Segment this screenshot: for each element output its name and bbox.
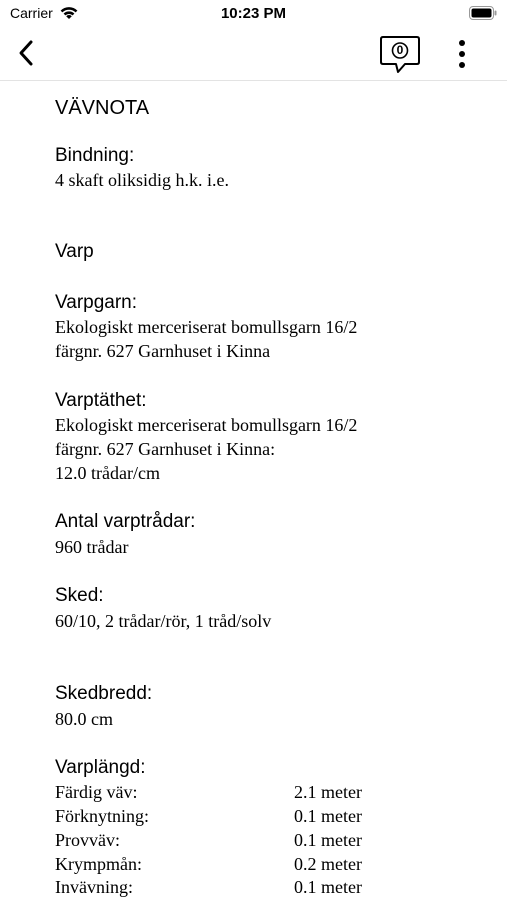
skedbredd-value: 80.0 cm <box>55 709 113 729</box>
antal-varptradar-value: 960 trådar <box>55 537 129 557</box>
navigation-bar <box>0 28 507 81</box>
chevron-left-icon <box>16 39 36 67</box>
varplangd-row-label: Provväv: <box>55 830 120 850</box>
status-bar <box>0 0 507 28</box>
bindning-label: Bindning: <box>55 145 135 166</box>
varplangd-row-value: 0.1 meter <box>294 806 362 826</box>
varplangd-row-label: Förknytning: <box>55 806 150 826</box>
varptathet-line-1: Ekologiskt merceriserat bomullsgarn 16/2 <box>55 415 358 435</box>
comment-count: 0 <box>396 43 404 57</box>
varplangd-row-label: Krympmån: <box>55 854 142 874</box>
note-title: VÄVNOTA <box>55 97 150 119</box>
more-options-button[interactable] <box>450 38 474 70</box>
clock: 10:23 PM <box>220 5 287 22</box>
varplangd-label: Varplängd: <box>55 757 146 778</box>
back-button[interactable] <box>12 38 40 68</box>
varplangd-row-value: 0.2 meter <box>294 854 362 874</box>
comments-button[interactable] <box>378 34 424 76</box>
sked-label: Sked: <box>55 585 104 606</box>
varplangd-row-value: 0.1 meter <box>294 830 362 850</box>
antal-varptradar-label: Antal varptrådar: <box>55 511 196 532</box>
sked-value: 60/10, 2 trådar/rör, 1 tråd/solv <box>55 611 272 631</box>
battery-icon <box>469 6 497 20</box>
varpgarn-line-2: färgnr. 627 Garnhuset i Kinna <box>55 341 271 361</box>
varptathet-line-3: 12.0 trådar/cm <box>55 463 160 483</box>
carrier-label: Carrier <box>10 5 53 21</box>
varplangd-row-value: 2.1 meter <box>294 782 362 802</box>
skedbredd-label: Skedbredd: <box>55 683 153 704</box>
bindning-value: 4 skaft oliksidig h.k. i.e. <box>55 170 229 190</box>
varplangd-row-label: Invävning: <box>55 877 133 897</box>
varptathet-label: Varptäthet: <box>55 390 147 411</box>
varpgarn-line-1: Ekologiskt merceriserat bomullsgarn 16/2 <box>55 317 358 337</box>
more-vertical-icon <box>458 39 466 69</box>
varplangd-row-value: 0.1 meter <box>294 877 362 897</box>
varptathet-line-2: färgnr. 627 Garnhuset i Kinna: <box>55 439 276 459</box>
varpgarn-label: Varpgarn: <box>55 292 138 313</box>
varplangd-row-label: Färdig väv: <box>55 782 138 802</box>
varp-heading: Varp <box>55 241 94 262</box>
